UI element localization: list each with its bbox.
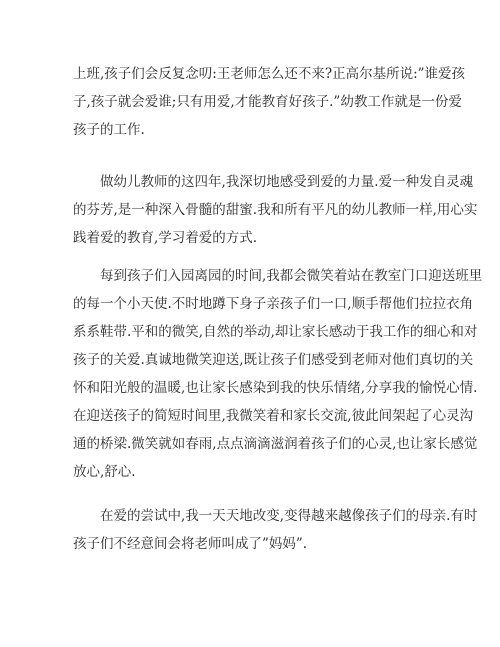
paragraph-4 — [73, 502, 478, 558]
paragraph-line: 系系鞋带.平和的微笑,自然的举动,却让家长感动于我工作的细心和对 — [73, 324, 478, 340]
paragraph-1 — [73, 60, 466, 144]
paragraph-line: 做幼儿教师的这四年,我深切地感受到爱的力量.爱一种发自灵魂 — [100, 174, 474, 190]
paragraph-line: 上班,孩子们会反复念叨:王老师怎么还不来?正高尔基所说:”谁爱孩 — [73, 66, 466, 82]
paragraph-line: 孩子的工作. — [73, 122, 145, 138]
paragraph-line: 孩子的关爱.真诚地微笑迎送,既让孩子们感受到老师对他们真切的关 — [73, 352, 474, 368]
paragraph-line: 在迎送孩子的简短时间里,我微笑着和家长交流,彼此间架起了心灵沟 — [73, 408, 474, 424]
paragraph-line: 放心,舒心. — [73, 464, 136, 480]
paragraph-2 — [73, 168, 478, 252]
paragraph-line: 践着爱的教育,学习着爱的方式. — [73, 230, 258, 246]
paragraph-line: 的每一个小天使.不时地蹲下身子亲孩子们一口,顺手帮他们拉拉衣角 — [73, 296, 474, 312]
paragraph-line: 在爱的尝试中,我一天天地改变,变得越来越像孩子们的母亲.有时 — [100, 508, 478, 524]
paragraph-line: 每到孩子们入园离园的时间,我都会微笑着站在教室门口迎送班里 — [100, 268, 483, 284]
paragraph-line: 的芬芳,是一种深入骨髓的甜蜜.我和所有平凡的幼儿教师一样,用心实 — [73, 202, 478, 218]
paragraph-3 — [73, 262, 483, 486]
paragraph-line: 通的桥梁.微笑就如春雨,点点滴滴滋润着孩子们的心灵,也让家长感觉 — [73, 436, 478, 452]
paragraph-line: 怀和阳光般的温暖,也让家长感染到我的快乐情绪,分享我的愉悦心情. — [73, 380, 478, 396]
paragraph-line: 孩子们不经意间会将老师叫成了”妈妈”. — [73, 536, 308, 552]
paragraph-line: 子,孩子就会爱谁;只有用爱,才能教育好孩子.”幼教工作就是一份爱 — [73, 94, 462, 110]
